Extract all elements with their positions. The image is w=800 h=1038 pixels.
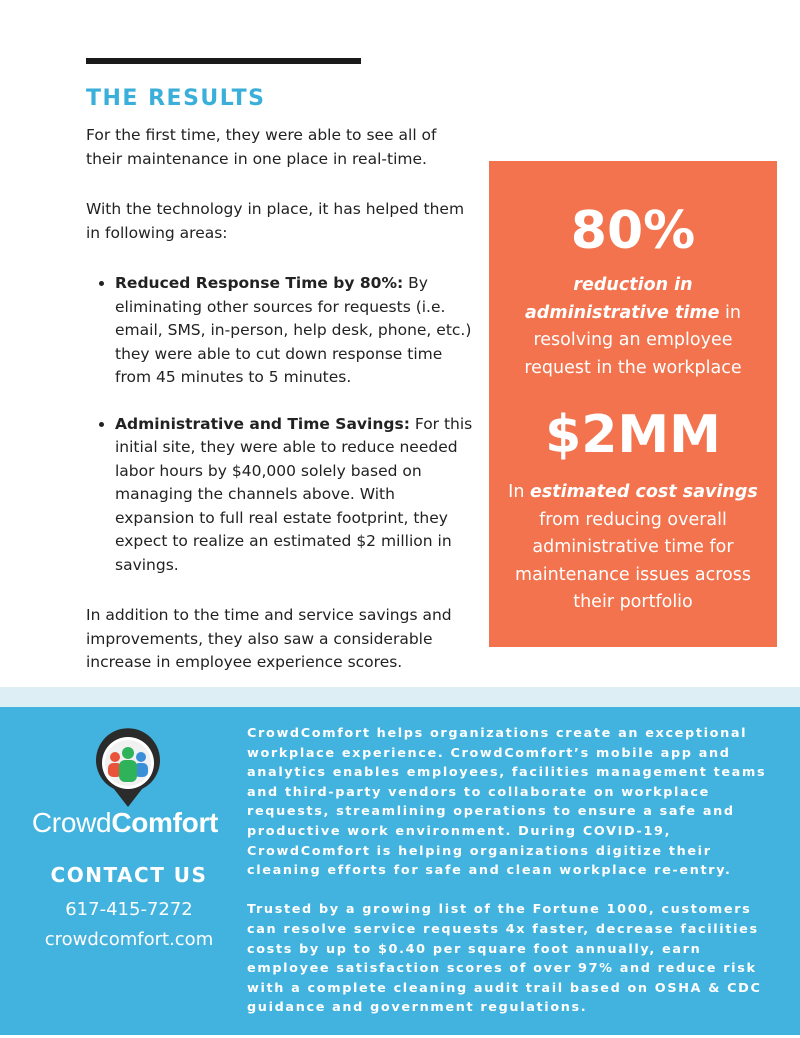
contact-heading: CONTACT US — [50, 863, 208, 887]
section-title: THE RESULTS — [86, 86, 266, 111]
results-list — [86, 272, 476, 577]
contact-website-link[interactable]: crowdcomfort.com — [44, 929, 214, 950]
lead-paragraph: With the technology in place, it has helped them in following areas: — [86, 200, 465, 242]
list-item — [115, 272, 476, 390]
about-text — [247, 724, 787, 1038]
stat-value-savings: $2MM — [545, 405, 721, 465]
stat-rest: from reducing overall administrative time for maintenance issues across their portfolio — [515, 509, 751, 612]
section-separator — [0, 687, 800, 707]
intro-paragraph: For the first time, they were able to see all of their maintenance in one place in real-time. — [86, 126, 437, 168]
brand-wordmark — [0, 807, 250, 839]
top-divider — [86, 58, 361, 64]
crowdcomfort-pin-people-logo-icon — [88, 727, 168, 809]
stat-emphasis: estimated cost savings — [529, 482, 758, 502]
stats-callout — [489, 161, 777, 647]
stat-rest: in resolving an employee request in the workplace — [524, 302, 742, 378]
bullet-text: By eliminating other sources for requests (i.e. email, SMS, in-person, help desk, phone, etc.) they were able to cut down response time from 45 minutes to 5 minutes. — [115, 274, 472, 386]
contact-phone[interactable]: 617-415-7272 — [65, 899, 193, 920]
stat-value-percent: 80% — [570, 201, 696, 261]
bullet-text: For this initial site, they were able to reduce needed labor hours by $40,000 solely based on managing the channels above. With expansion to full real estate footprint, they expect to realize an estimated $2 million in savings. — [115, 414, 473, 574]
about-paragraph: Trusted by a growing list of the Fortune 1000, customers can resolve service requests 4x faster, decrease facilities costs by up to $0.40 per square foot annually, earn employee satisfaction scores of over 97% and reduce risk with a complete cleaning audit trail based on OSHA & CDC guidance and government regulations. — [247, 902, 762, 1016]
bullet-heading: Administrative and Time Savings: — [115, 414, 410, 433]
results-body — [86, 124, 476, 702]
stat-prefix: In — [508, 482, 530, 502]
closing-paragraph: In addition to the time and service savings and improvements, they also saw a considerable increase in employee experience scores. — [86, 606, 452, 671]
about-paragraph: CrowdComfort helps organizations create an exceptional workplace experience. CrowdComfort’s mobile app and analytics enables employees, facilities management teams and third-party vendors to collaborate on workplace requests, streamlining operations to ensure a safe and productive work environment. During COVID-19, CrowdComfort is helping organizations digitize their cleaning efforts for safe and clean workplace re-entry. — [247, 726, 767, 879]
brand-bold: Comfort — [111, 807, 219, 838]
brand-light: Crowd — [31, 807, 112, 838]
list-item — [115, 413, 476, 578]
stat-emphasis: reduction in administrative time — [525, 275, 720, 323]
stat-description-2 — [503, 479, 763, 617]
bullet-heading: Reduced Response Time by 80%: — [115, 274, 404, 292]
stat-description-1 — [503, 272, 763, 382]
footer — [0, 707, 800, 1035]
